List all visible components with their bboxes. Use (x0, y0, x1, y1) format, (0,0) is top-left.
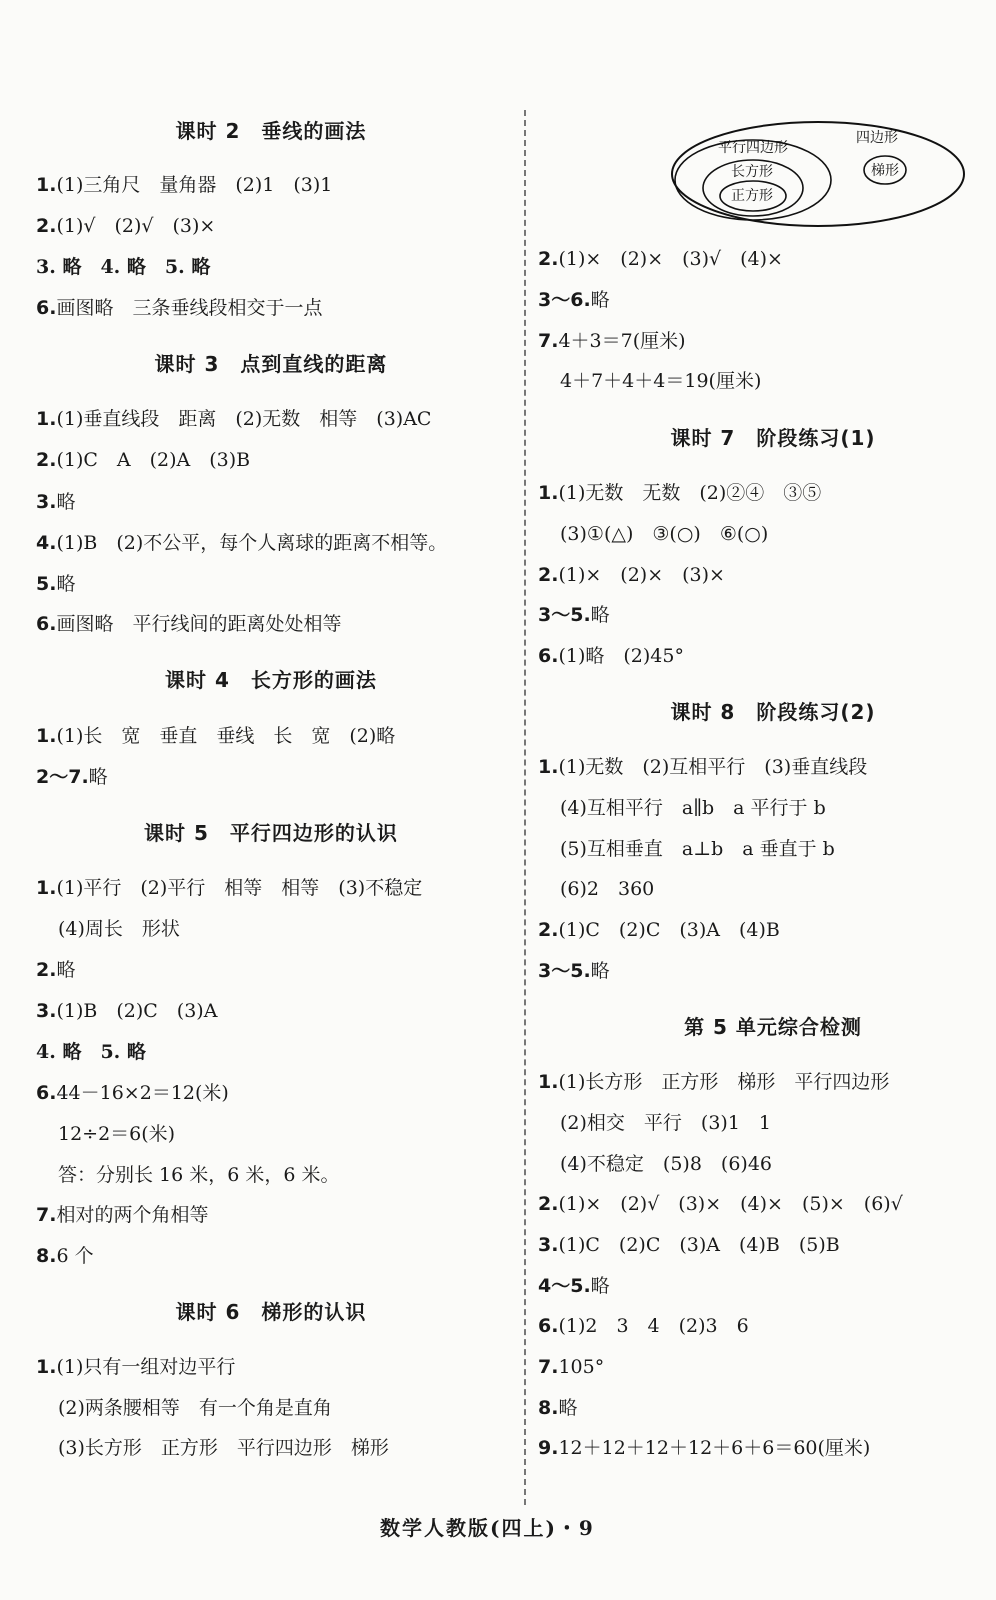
answer-line (538, 287, 610, 313)
answer-text: (3)①(△) ③(○) ⑥(○) (560, 523, 769, 545)
answer-line (538, 480, 821, 506)
answer-text: 12＋12＋12＋12＋6＋6＝60(厘米) (558, 1437, 871, 1459)
answer-text: 略 (56, 959, 76, 981)
answer-line (36, 1039, 146, 1065)
question-number: 3. (538, 1234, 559, 1256)
answer-line (538, 754, 867, 780)
answer-line (36, 213, 215, 239)
question-number: 3～5. (538, 960, 591, 982)
answer-text: 略 (590, 604, 610, 626)
answer-text: (1)长 宽 垂直 垂线 长 宽 (2)略 (56, 725, 396, 747)
section-heading: 课时 2 垂线的画法 (175, 119, 367, 143)
question-number: 2. (538, 248, 559, 270)
answer-line (538, 1273, 610, 1299)
answer-text: 画图略 平行线间的距离处处相等 (56, 613, 342, 635)
answer-line (538, 958, 610, 984)
answer-line (36, 875, 422, 901)
answer-line (538, 1191, 903, 1217)
answer-text: (1)√ (2)√ (3)× (56, 215, 216, 237)
question-number: 6. (36, 297, 57, 319)
question-number: 8. (36, 1245, 57, 1267)
answer-line (538, 246, 783, 272)
answer-line (538, 643, 684, 669)
question-number: 1. (36, 725, 57, 747)
section-heading: 课时 6 梯形的认识 (175, 1300, 367, 1324)
answer-text: (1)三角尺 量角器 (2)1 (3)1 (56, 174, 333, 196)
answer-line (36, 530, 447, 556)
answer-text: 略 (88, 766, 108, 788)
page-footer: 数学人教版(四上)・9 (380, 1516, 595, 1540)
answer-line (36, 611, 341, 637)
answer-text: (1)无数 无数 (2)②④ ③⑤ (558, 482, 822, 504)
answer-text: 略 (558, 1397, 578, 1419)
answer-line (36, 1243, 94, 1269)
answer-text: (1)长方形 正方形 梯形 平行四边形 (558, 1071, 890, 1093)
question-number: 2～7. (36, 766, 89, 788)
answer-line (36, 998, 217, 1024)
question-number: 1. (36, 408, 57, 430)
square-label: 正方形 (731, 188, 773, 204)
question-number: 3. (36, 491, 57, 513)
answer-line (58, 1121, 175, 1147)
answer-text: 3. 略 4. 略 5. 略 (36, 256, 211, 278)
section-heading: 课时 7 阶段练习(1) (670, 426, 876, 450)
question-number: 2. (538, 919, 559, 941)
answer-line (36, 406, 431, 432)
answer-line (538, 562, 725, 588)
answer-text: 略 (590, 960, 610, 982)
answer-text: 略 (56, 491, 76, 513)
answer-line (36, 1080, 229, 1106)
answer-line (58, 916, 180, 942)
answer-text: 4＋7＋4＋4＝19(厘米) (560, 370, 762, 392)
question-number: 6. (538, 645, 559, 667)
answer-text: (4)周长 形状 (58, 918, 180, 940)
question-number: 8. (538, 1397, 559, 1419)
question-number: 7. (538, 1356, 559, 1378)
quadrilateral-label: 四边形 (856, 130, 898, 146)
question-number: 6. (538, 1315, 559, 1337)
answer-text: (4)不稳定 (5)8 (6)46 (560, 1153, 773, 1175)
answer-text: (1)略 (2)45° (558, 645, 684, 667)
answer-line (58, 1435, 389, 1461)
answer-text: 画图略 三条垂线段相交于一点 (56, 297, 323, 319)
answer-text: (1)C A (2)A (3)B (56, 449, 251, 471)
answer-text: (2)相交 平行 (3)1 1 (560, 1112, 772, 1134)
section-heading: 课时 8 阶段练习(2) (670, 700, 876, 724)
answer-line (538, 1232, 840, 1258)
question-number: 2. (36, 215, 57, 237)
answer-text: (1)垂直线段 距离 (2)无数 相等 (3)AC (56, 408, 432, 430)
question-number: 9. (538, 1437, 559, 1459)
question-number: 7. (36, 1204, 57, 1226)
answer-text: (3)长方形 正方形 平行四边形 梯形 (58, 1437, 389, 1459)
answer-line (538, 1313, 749, 1339)
question-number: 1. (36, 877, 57, 899)
trapezoid-label: 梯形 (871, 163, 899, 179)
answer-text: (5)互相垂直 a⊥b a 垂直于 b (560, 838, 835, 860)
answer-text: 4＋3＝7(厘米) (558, 330, 686, 352)
question-number: 3. (36, 1000, 57, 1022)
section-heading: 课时 4 长方形的画法 (165, 668, 377, 692)
answer-line (538, 1069, 889, 1095)
column-divider (524, 110, 526, 1505)
answer-text: 略 (56, 573, 76, 595)
question-number: 2. (538, 1193, 559, 1215)
answer-text: (1)× (2)× (3)× (558, 564, 725, 586)
section-heading: 课时 3 点到直线的距离 (154, 352, 388, 376)
section-heading: 第 5 单元综合检测 (684, 1015, 862, 1039)
question-number: 4. (36, 532, 57, 554)
answer-line (538, 1354, 604, 1380)
answer-text: 略 (590, 289, 610, 311)
question-number: 2. (538, 564, 559, 586)
answer-line (538, 602, 610, 628)
question-number: 6. (36, 1082, 57, 1104)
answer-line (560, 1151, 772, 1177)
answer-line (538, 328, 686, 354)
answer-text: 6 个 (56, 1245, 94, 1267)
quadrilateral-venn-diagram (668, 118, 968, 230)
answer-line (36, 764, 108, 790)
question-number: 3～5. (538, 604, 591, 626)
answer-line (538, 917, 780, 943)
quadrilateral-ellipse (672, 122, 964, 226)
rectangle-label: 长方形 (731, 164, 773, 180)
answer-line (560, 836, 835, 862)
answer-text: 12÷2＝6(米) (58, 1123, 176, 1145)
answer-text: (4)互相平行 a∥b a 平行于 b (560, 797, 826, 819)
question-number: 2. (36, 449, 57, 471)
answer-line (538, 1435, 870, 1461)
answer-line (36, 1354, 235, 1380)
answer-text: 44－16×2＝12(米) (56, 1082, 229, 1104)
answer-line (36, 172, 332, 198)
answer-text: (6)2 360 (560, 878, 655, 900)
question-number: 6. (36, 613, 57, 635)
answer-line (36, 295, 322, 321)
answer-line (36, 489, 75, 515)
answer-line (36, 571, 75, 597)
answer-text: (1)C (2)C (3)A (4)B (558, 919, 780, 941)
answer-line (538, 1395, 577, 1421)
answer-text: (1)B (2)不公平，每个人离球的距离不相等。 (56, 532, 448, 554)
answer-text: (1)× (2)× (3)√ (4)× (558, 248, 783, 270)
section-heading: 课时 5 平行四边形的认识 (144, 821, 398, 845)
answer-text: 略 (590, 1275, 610, 1297)
answer-text: (1)× (2)√ (3)× (4)× (5)× (6)√ (558, 1193, 903, 1215)
answer-text: (1)只有一组对边平行 (56, 1356, 236, 1378)
answer-text: 答：分别长 16 米，6 米，6 米。 (58, 1164, 340, 1186)
answer-line (36, 957, 75, 983)
answer-text: (1)2 3 4 (2)3 6 (558, 1315, 749, 1337)
question-number: 3～6. (538, 289, 591, 311)
question-number: 1. (36, 174, 57, 196)
parallelogram-label: 平行四边形 (718, 140, 788, 156)
answer-line (36, 723, 395, 749)
question-number: 7. (538, 330, 559, 352)
question-number: 5. (36, 573, 57, 595)
answer-line (36, 447, 250, 473)
answer-line (58, 1162, 340, 1188)
answer-text: (1)平行 (2)平行 相等 相等 (3)不稳定 (56, 877, 423, 899)
answer-text: 105° (558, 1356, 605, 1378)
answer-text: 相对的两个角相等 (56, 1204, 209, 1226)
answer-line (560, 1110, 771, 1136)
answer-text: (1)无数 (2)互相平行 (3)垂直线段 (558, 756, 868, 778)
question-number: 2. (36, 959, 57, 981)
question-number: 4～5. (538, 1275, 591, 1297)
answer-line (36, 254, 210, 280)
question-number: 1. (538, 1071, 559, 1093)
answer-text: (1)B (2)C (3)A (56, 1000, 218, 1022)
question-number: 1. (538, 756, 559, 778)
answer-line (560, 368, 761, 394)
answer-line (36, 1202, 208, 1228)
answer-line (560, 876, 654, 902)
answer-text: (2)两条腰相等 有一个角是直角 (58, 1397, 332, 1419)
answer-line (58, 1395, 332, 1421)
answer-line (560, 521, 768, 547)
answer-line (560, 795, 826, 821)
question-number: 1. (36, 1356, 57, 1378)
answer-text: 4. 略 5. 略 (36, 1041, 146, 1063)
answer-text: (1)C (2)C (3)A (4)B (5)B (558, 1234, 840, 1256)
question-number: 1. (538, 482, 559, 504)
